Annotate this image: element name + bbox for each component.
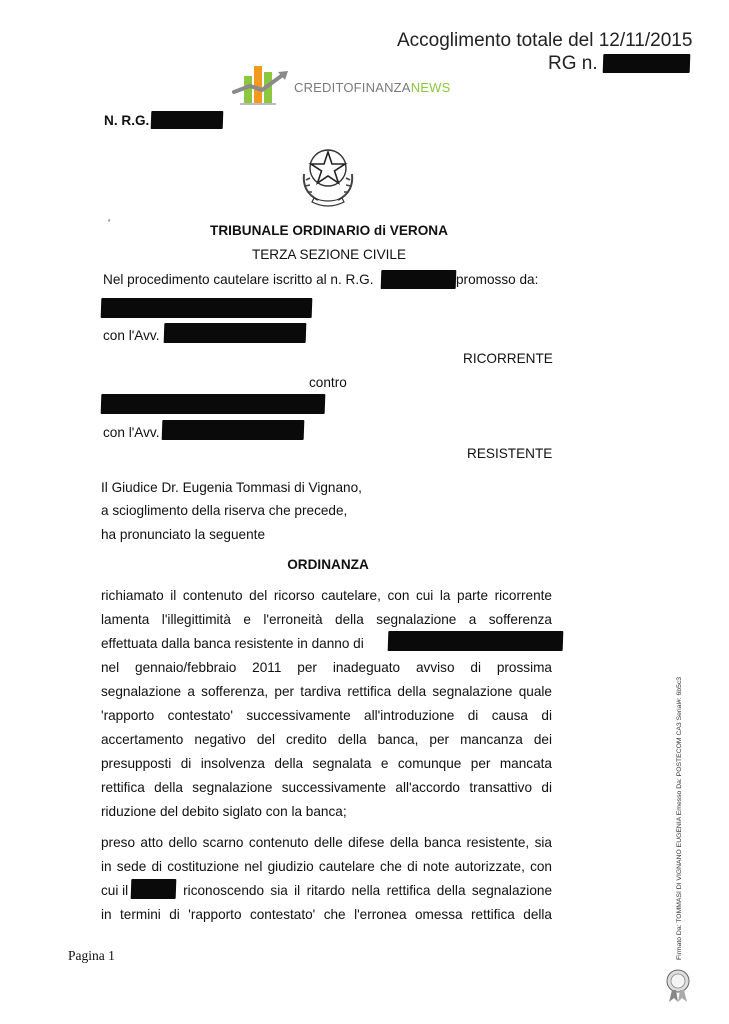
para2-line: , riconoscendo sia il ritardo nella rettifica della segnalazione xyxy=(173,883,552,898)
signature-seal-icon xyxy=(664,968,692,1004)
digital-signature-text: Firmato Da: TOMMASI DI VIGNANO EUGENIA Emesso Da: POSTECOM CA3 Serial#: 6b5c3 xyxy=(676,676,683,960)
court-name: TRIBUNALE ORDINARIO di VERONA xyxy=(210,223,448,238)
judge-line-1: Il Giudice Dr. Eugenia Tommasi di Vignano, xyxy=(101,480,362,495)
para1-line: rettifica della segnalazione successivamente all'accordo transattivo di xyxy=(101,780,552,795)
creditofinanza-logo-icon xyxy=(232,62,292,108)
para1-line: segnalazione a sofferenza, per tardiva rettifica della segnalazione quale xyxy=(101,684,552,699)
para1-line: riduzione del debito siglato con la banca; xyxy=(101,804,347,819)
ordinanza-title: ORDINANZA xyxy=(287,557,369,572)
para1-line: nel gennaio/febbraio 2011 per inadeguato avviso di prossima xyxy=(101,660,552,675)
role-ricorrente: RICORRENTE xyxy=(463,351,553,366)
tick-mark: ‘ xyxy=(108,218,111,229)
redaction-ricorrente-name xyxy=(101,298,313,318)
para2-line: in termini di 'rapporto contestato' che l'erronea omessa rettifica della xyxy=(101,907,552,922)
para1-line: richiamato il contenuto del ricorso cautelare, con cui la parte ricorrente xyxy=(101,588,552,603)
resistente-lawyer-label: con l'Avv. xyxy=(103,425,160,440)
redaction-resistente-lawyer xyxy=(162,420,305,440)
para2-line: in sede di costituzione nel giudizio cautelare che di note autorizzate, con xyxy=(101,859,552,874)
redaction-nrg-number xyxy=(151,111,224,129)
redaction-party-name xyxy=(131,879,177,899)
page-number: Pagina 1 xyxy=(68,948,115,963)
redaction-debtor-name xyxy=(388,631,564,651)
para1-line: 'rapporto contestato' successivamente all'introduzione di causa di xyxy=(101,708,552,723)
para1-line: accertamento negativo del credito della banca, per mancanza dei xyxy=(101,732,552,747)
contro-label: contro xyxy=(309,375,347,390)
logo-name-main: CREDITOFINANZA xyxy=(294,80,411,95)
judge-line-2: a scioglimento della riserva che precede, xyxy=(101,503,348,518)
nrg-label: N. R.G. xyxy=(104,113,150,128)
ricorrente-lawyer-label: con l'Avv. xyxy=(103,328,160,343)
decision-status: Accoglimento totale del 12/11/2015 xyxy=(397,30,693,51)
proceeding-intro: Nel procedimento cautelare iscritto al n. R.G. xyxy=(103,272,374,287)
italian-republic-emblem-icon xyxy=(296,140,360,212)
court-section: TERZA SEZIONE CIVILE xyxy=(251,247,407,262)
redaction-resistente-name xyxy=(101,394,326,414)
para1-line: effettuata dalla banca resistente in danno di xyxy=(101,636,364,651)
proceeding-intro-end: promosso da: xyxy=(456,272,539,287)
para1-line: presupposti di insolvenza della segnalata e comunque per mancata xyxy=(101,756,552,771)
para1-line: lamenta l'illegittimità e l'erroneità della segnalazione a sofferenza xyxy=(101,612,552,627)
redaction-proceeding-number xyxy=(381,270,457,289)
creditofinanza-logo-text xyxy=(294,80,451,95)
role-resistente: RESISTENTE xyxy=(467,446,553,461)
redaction-rg-number xyxy=(603,54,691,73)
rg-label: RG n. xyxy=(548,53,598,74)
para2-line: cui il xyxy=(101,883,129,898)
para2-line: preso atto dello scarno contenuto delle difese della banca resistente, sia xyxy=(101,835,552,850)
logo-name-accent: NEWS xyxy=(410,80,451,95)
judge-line-3: ha pronunciato la seguente xyxy=(101,527,266,542)
redaction-ricorrente-lawyer xyxy=(164,323,307,343)
